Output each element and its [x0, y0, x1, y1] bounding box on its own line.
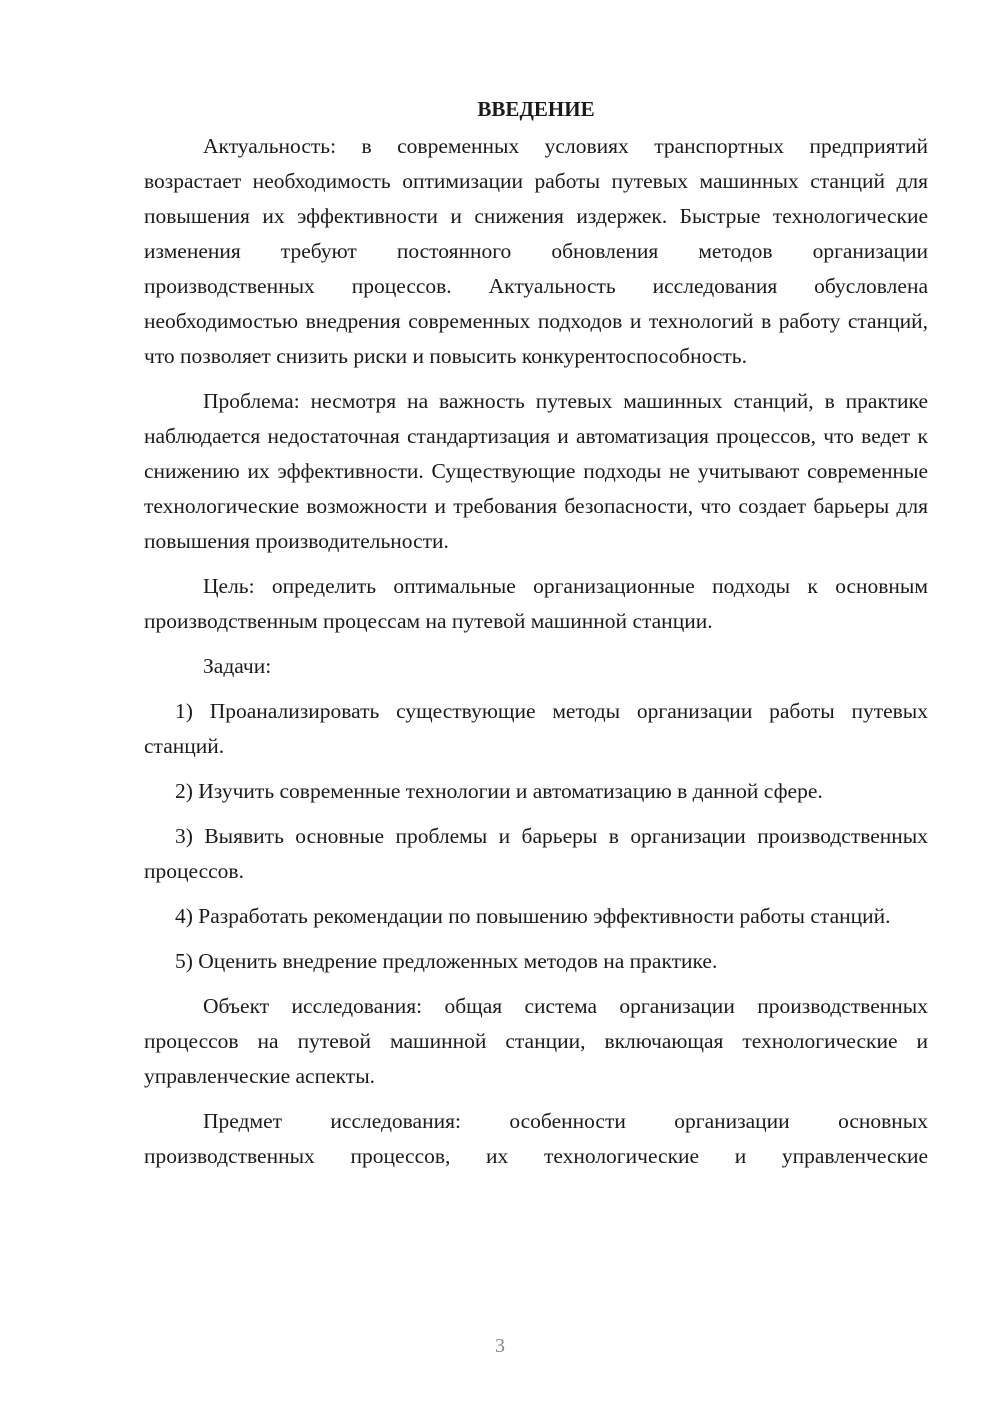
- task-item-5: 5) Оценить внедрение предложенных методов на практике.: [175, 949, 718, 973]
- paragraph-problem: Проблема: несмотря на важность путевых машинных станций, в практике наблюдается недостаточная стандартизация и автоматизация процессов, что ведет к снижению их эффективности. Существующие подходы не учитывают современные технологические возможности и требования безопасности, что создает барьеры для повышения производительности.: [144, 389, 928, 553]
- task-item-2: 2) Изучить современные технологии и автоматизацию в данной сфере.: [175, 779, 823, 803]
- page-title: ВВЕДЕНИЕ: [477, 97, 595, 121]
- paragraph-tasks-heading: Задачи:: [203, 654, 272, 678]
- paragraph-object: Объект исследования: общая система организации производственных процессов на путевой машинной станции, включающая технологические и управленческие аспекты.: [144, 994, 928, 1088]
- paragraph-subject: Предмет исследования: особенности организации основных производственных процессов, их технологические и управленческие: [144, 1109, 928, 1168]
- task-item-4: 4) Разработать рекомендации по повышению эффективности работы станций.: [175, 904, 891, 928]
- task-item-3: 3) Выявить основные проблемы и барьеры в организации производственных процессов.: [144, 824, 928, 883]
- paragraph-relevance: Актуальность: в современных условиях транспортных предприятий возрастает необходимость оптимизации работы путевых машинных станций для повышения их эффективности и снижения издержек. Быстрые технологические изменения требуют постоянного обновления методов организации производственных процессов. Актуальность исследования обусловлена необходимостью внедрения современных подходов и технологий в работу станций, что позволяет снизить риски и повысить конкурентоспособность.: [144, 134, 928, 368]
- task-item-1: 1) Проанализировать существующие методы организации работы путевых станций.: [144, 699, 928, 758]
- paragraph-goal: Цель: определить оптимальные организационные подходы к основным производственным процессам на путевой машинной станции.: [144, 574, 928, 633]
- document-page: [144, 92, 928, 1174]
- page-number: 3: [495, 1335, 505, 1357]
